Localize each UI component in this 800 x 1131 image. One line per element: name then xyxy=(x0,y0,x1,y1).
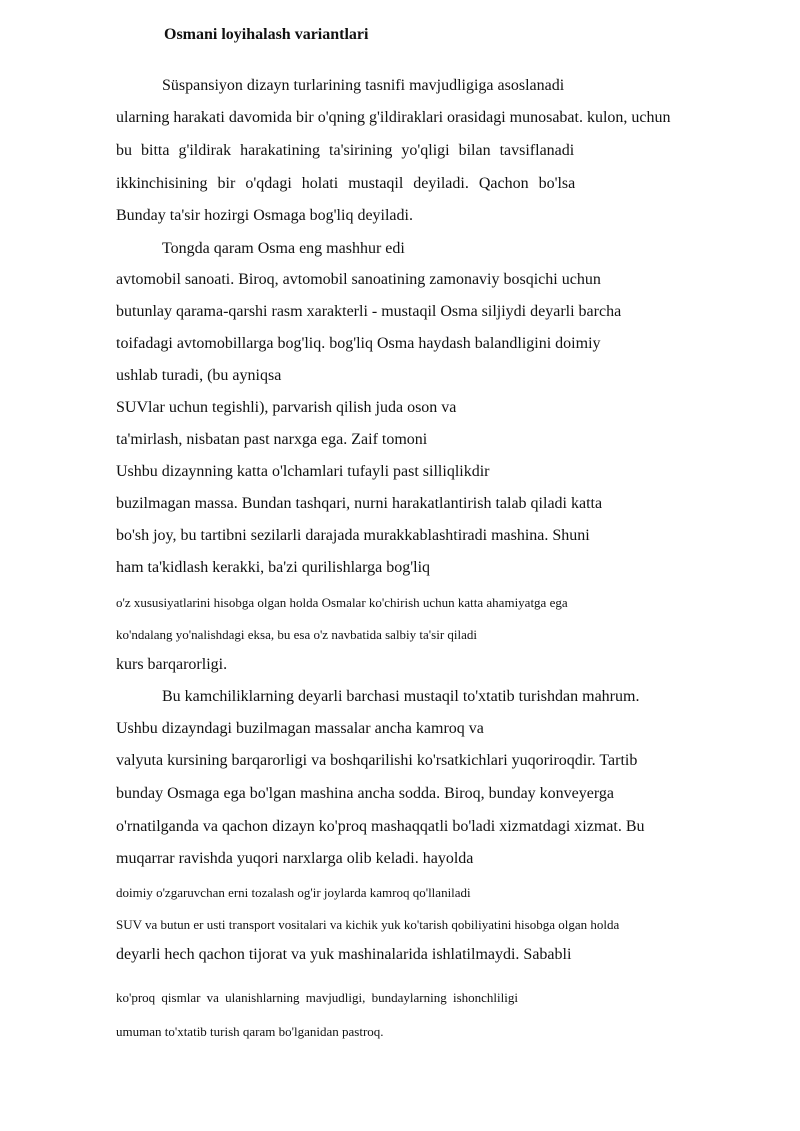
paragraph-line: Bunday ta'sir hozirgi Osmaga bog'liq deyiladi. xyxy=(116,207,413,224)
paragraph-line: butunlay qarama-qarshi rasm xarakterli - mustaqil Osma siljiydi deyarli barcha xyxy=(116,303,622,320)
paragraph-line: bo'sh joy, bu tartibni sezilarli darajada murakkablashtiradi mashina. Shuni xyxy=(116,527,590,544)
paragraph-line: valyuta kursining barqarorligi va boshqarilishi ko'rsatkichlari yuqoriroqdir. Tartib xyxy=(116,752,638,769)
paragraph-line: ko'proq qismlar va ulanishlarning mavjudligi, bundaylarning ishonchliligi xyxy=(116,990,518,1005)
paragraph-line: ta'mirlash, nisbatan past narxga ega. Zaif tomoni xyxy=(116,431,428,448)
paragraph-line: doimiy o'zgaruvchan erni tozalash og'ir joylarda kamroq qo'llaniladi xyxy=(116,885,471,900)
paragraph-line: buzilmagan massa. Bundan tashqari, nurni harakatlantirish talab qiladi katta xyxy=(116,495,603,512)
paragraph-line: Süspansiyon dizayn turlarining tasnifi mavjudligiga asoslanadi xyxy=(162,77,565,94)
paragraph-line: avtomobil sanoati. Biroq, avtomobil sanoatining zamonaviy bosqichi uchun xyxy=(116,271,601,288)
paragraph-line: toifadagi avtomobillarga bog'liq. bog'liq Osma haydash balandligini doimiy xyxy=(116,335,601,352)
paragraph-line: bu bitta g'ildirak harakatining ta'sirining yo'qligi bilan tavsiflanadi xyxy=(116,142,575,159)
paragraph-line: SUVlar uchun tegishli), parvarish qilish juda oson va xyxy=(116,399,457,416)
paragraph-line: o'rnatilganda va qachon dizayn ko'proq mashaqqatli bo'ladi xizmatdagi xizmat. Bu xyxy=(116,818,645,835)
paragraph-line: ularning harakati davomida bir o'qning g'ildiraklari orasidagi munosabat. kulon, uchun xyxy=(116,109,671,126)
paragraph-line: Bu kamchiliklarning deyarli barchasi mustaqil to'xtatib turishdan mahrum. xyxy=(162,688,640,705)
paragraph-line: Tongda qaram Osma eng mashhur edi xyxy=(162,240,405,257)
paragraph-line: o'z xususiyatlarini hisobga olgan holda Osmalar ko'chirish uchun katta ahamiyatga ega xyxy=(116,595,568,610)
paragraph-line: deyarli hech qachon tijorat va yuk mashinalarida ishlatilmaydi. Sababli xyxy=(116,946,572,963)
paragraph-line: umuman to'xtatib turish qaram bo'lganidan pastroq. xyxy=(116,1024,384,1039)
paragraph-line: kurs barqarorligi. xyxy=(116,656,228,673)
document-title: Osmani loyihalash variantlari xyxy=(164,26,369,43)
paragraph-line: bunday Osmaga ega bo'lgan mashina ancha sodda. Biroq, bunday konveyerga xyxy=(116,785,615,802)
paragraph-line: Ushbu dizaynning katta o'lchamlari tufayli past silliqlikdir xyxy=(116,463,490,480)
paragraph-line: ikkinchisining bir o'qdagi holati mustaqil deyiladi. Qachon bo'lsa xyxy=(116,175,576,192)
paragraph-line: SUV va butun er usti transport vositalari va kichik yuk ko'tarish qobiliyatini hisobga olgan holda xyxy=(116,917,620,932)
paragraph-line: muqarrar ravishda yuqori narxlarga olib keladi. hayolda xyxy=(116,850,474,867)
paragraph-line: ham ta'kidlash kerakki, ba'zi qurilishlarga bog'liq xyxy=(116,559,431,576)
paragraph-line: ko'ndalang yo'nalishdagi eksa, bu esa o'z navbatida salbiy ta'sir qiladi xyxy=(116,627,477,642)
paragraph-line: ushlab turadi, (bu ayniqsa xyxy=(116,367,282,384)
paragraph-line: Ushbu dizayndagi buzilmagan massalar ancha kamroq va xyxy=(116,720,484,737)
